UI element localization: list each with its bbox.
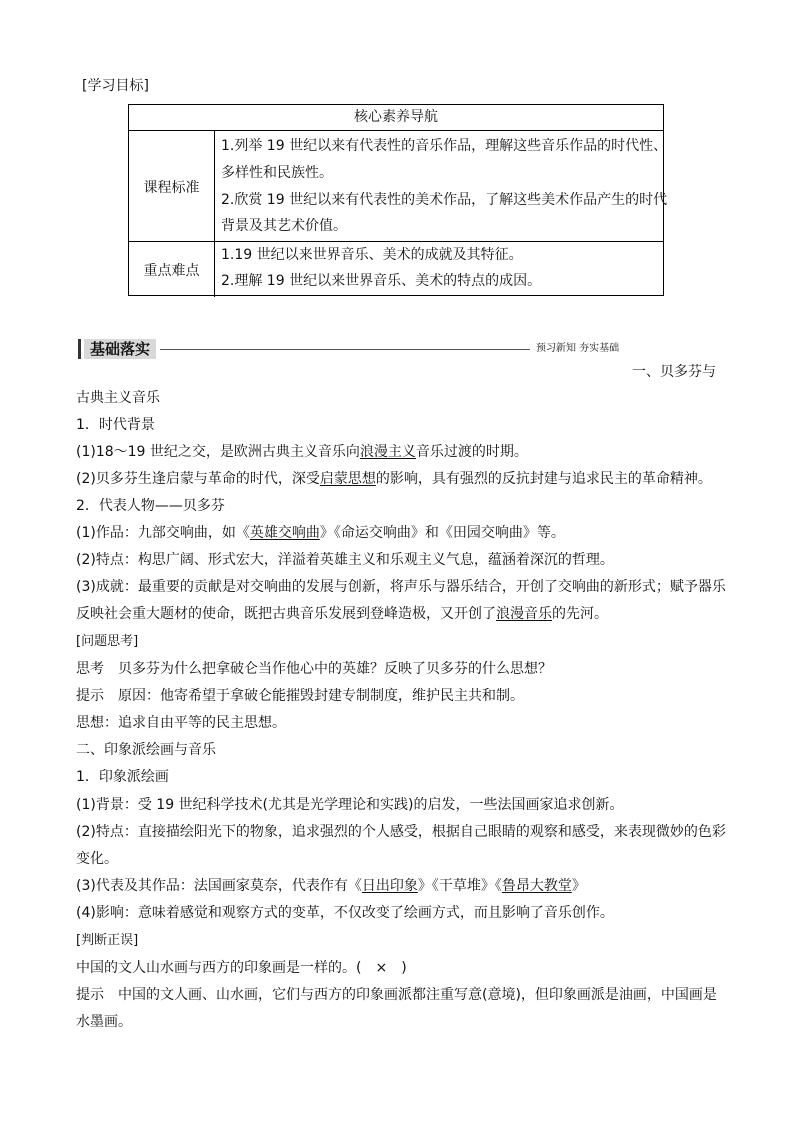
row1-line: 2.欣赏 19 世纪以来有代表性的美术作品，了解这些美术作品产生的时代	[221, 192, 668, 208]
part2-sub1: 1．印象派绘画	[76, 769, 169, 785]
part1-p1: (1)18～19 世纪之交，是欧洲古典主义音乐向浪漫主义音乐过渡的时期。	[76, 444, 528, 460]
part1-p2: (2)贝多芬生逢启蒙与革命的时代，深受启蒙思想的影响，具有强烈的反抗封建与追求民主的革命精神。	[76, 471, 712, 487]
judge-answer-2: 水墨画。	[76, 1014, 132, 1030]
part2-p2b: 变化。	[76, 851, 118, 867]
table-header: 核心素养导航	[129, 105, 663, 131]
row1-line: 多样性和民族性。	[221, 165, 333, 181]
section-bar	[78, 339, 81, 359]
objectives-table	[128, 104, 668, 296]
row1-line: 背景及其艺术价值。	[221, 218, 347, 234]
part1-sub1: 1．时代背景	[76, 417, 155, 433]
objectives-label: [学习目标]	[82, 78, 149, 94]
part1-p4: (2)特点：构思广阔、形式宏大，洋溢着英雄主义和乐观主义气息，蕴涵着深沉的哲理。	[76, 552, 614, 568]
think-answer: 提示 原因：他寄希望于拿破仑能摧毁封建专制制度，维护民主共和制。	[76, 688, 524, 704]
think-answer-2: 思想：追求自由平等的民主思想。	[76, 715, 286, 731]
judge-question: 中国的文人山水画与西方的印象画是一样的。( × )	[76, 960, 407, 976]
part2-heading: 二、印象派绘画与音乐	[76, 742, 216, 758]
row1-label: 课程标准	[129, 131, 215, 245]
part1-p3: (1)作品：九部交响曲，如《英雄交响曲》《命运交响曲》和《田园交响曲》等。	[76, 525, 565, 541]
row2-line: 1.19 世纪以来世界音乐、美术的成就及其特征。	[221, 247, 523, 263]
part2-p1: (1)背景：受 19 世纪科学技术(尤其是光学理论和实践)的启发，一些法国画家追求创新。	[76, 797, 624, 813]
part2-p4: (4)影响：意味着感觉和观察方式的变革，不仅改变了绘画方式，而且影响了音乐创作。	[76, 905, 614, 921]
think-question: 思考 贝多芬为什么把拿破仑当作他心中的英雄？反映了贝多芬的什么思想？	[76, 661, 552, 677]
judge-label: [判断正误]	[76, 933, 139, 948]
section-title: 基础落实	[84, 339, 156, 359]
section-subtitle: 预习新知 夯实基础	[536, 343, 620, 354]
row1-line: 1.列举 19 世纪以来有代表性的音乐作品，理解这些音乐作品的时代性、	[221, 138, 668, 154]
part1-p5b: 反映社会重大题材的使命，既把古典音乐发展到登峰造极，又开创了浪漫音乐的先河。	[76, 606, 608, 622]
row2-label: 重点难点	[129, 245, 215, 297]
part1-heading: 一、贝多芬与	[632, 364, 716, 380]
judge-answer: 提示 中国的文人画、山水画，它们与西方的印象画派都注重写意(意境)，但印象画派是油画，中国画是	[76, 987, 717, 1003]
part1-sub2: 2．代表人物——贝多芬	[76, 498, 225, 514]
part2-p3: (3)代表及其作品：法国画家莫奈，代表作有《日出印象》《干草堆》《鲁昂大教堂》	[76, 878, 586, 894]
part2-p2a: (2)特点：直接描绘阳光下的物象，追求强烈的个人感受，根据自己眼睛的观察和感受，来表现微妙的色彩	[76, 824, 726, 840]
think-label: [问题思考]	[76, 634, 139, 649]
part1-heading-cont: 古典主义音乐	[76, 390, 160, 406]
row2-line: 2.理解 19 世纪以来世界音乐、美术的特点的成因。	[221, 273, 542, 289]
part1-p5a: (3)成就：最重要的贡献是对交响曲的发展与创新，将声乐与器乐结合，开创了交响曲的新形式；赋予器乐	[76, 579, 726, 595]
section-rule	[160, 349, 530, 350]
